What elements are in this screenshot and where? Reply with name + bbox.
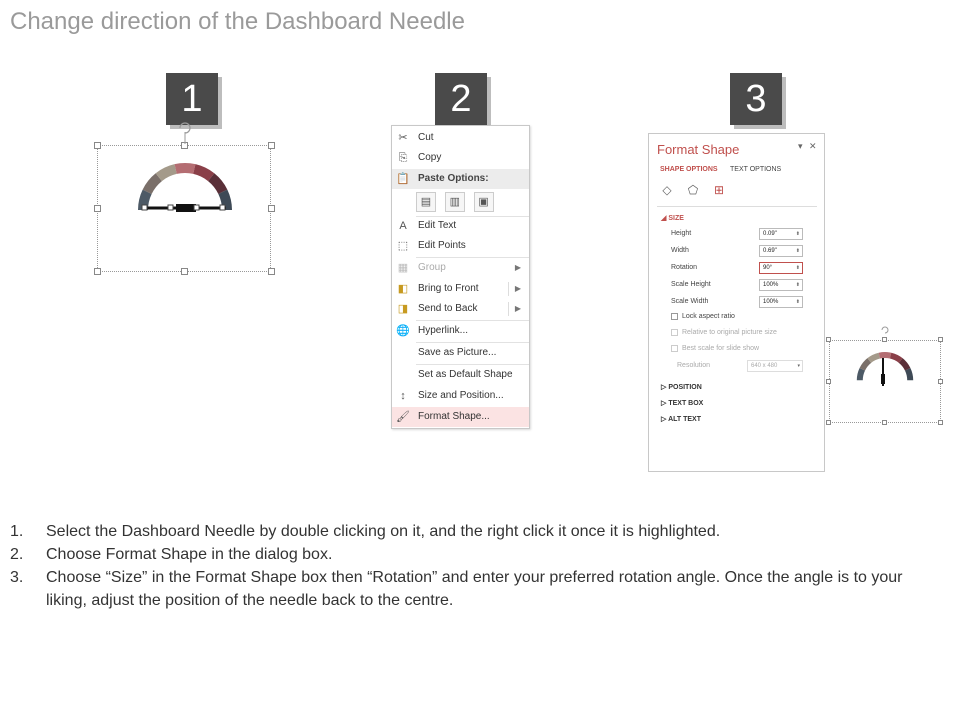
spinner-icon[interactable]: ⬍ — [795, 282, 800, 288]
menu-item-label: Send to Back — [418, 303, 478, 314]
resize-handle[interactable] — [938, 379, 943, 384]
resize-handle[interactable] — [826, 337, 831, 342]
field-value: 100% — [763, 282, 779, 288]
instruction-number: 3. — [10, 569, 24, 586]
instruction-item — [10, 543, 940, 566]
group-icon: ▦ — [397, 262, 409, 274]
resize-handle[interactable] — [938, 420, 943, 425]
paste-keep-format-icon[interactable]: ▥ — [445, 192, 465, 212]
instruction-item — [10, 566, 940, 612]
width-input[interactable] — [759, 245, 803, 257]
field-label: Height — [671, 230, 692, 237]
copy-icon: ⎘ — [398, 152, 408, 164]
page-title: Change direction of the Dashboard Needle — [10, 8, 465, 35]
pane-dropdown-icon[interactable]: ▾ — [798, 141, 803, 151]
menu-item-hyperlink[interactable] — [392, 321, 529, 341]
menu-item-label: Save as Picture... — [418, 347, 497, 358]
scale-width-input[interactable] — [759, 296, 803, 308]
menu-item-label: Hyperlink... — [418, 325, 469, 336]
menu-item-save-as-picture[interactable] — [392, 343, 529, 363]
resize-handle[interactable] — [268, 142, 275, 149]
gauge-segment — [211, 177, 223, 192]
dashboard-needle-rotated[interactable] — [878, 356, 888, 388]
spinner-icon[interactable]: ⬍ — [795, 231, 800, 237]
gauge-segment — [147, 177, 159, 192]
fill-line-icon[interactable]: ◇ — [662, 183, 672, 197]
menu-item-label: Bring to Front — [418, 283, 479, 294]
gauge-segment — [176, 168, 195, 169]
field-label: Scale Height — [671, 281, 711, 288]
checkbox-label: Lock aspect ratio — [682, 313, 735, 320]
step-badge-3: 3 — [730, 73, 782, 125]
field-label: Scale Width — [671, 298, 709, 305]
submenu-arrow-icon[interactable]: ▶ — [514, 284, 521, 293]
pane-title: Format Shape — [657, 142, 740, 157]
context-menu — [391, 125, 530, 429]
menu-item-size-position[interactable] — [392, 386, 529, 406]
menu-item-label: Format Shape... — [418, 411, 490, 422]
resize-handle[interactable] — [882, 420, 887, 425]
chevron-down-icon: ▾ — [797, 363, 800, 369]
effects-icon[interactable]: ⬠ — [687, 183, 699, 197]
menu-item-group[interactable] — [392, 258, 529, 278]
menu-item-label: Set as Default Shape — [418, 369, 513, 380]
edit-text-icon: A — [399, 220, 407, 232]
section-label: TEXT BOX — [668, 400, 704, 407]
menu-item-label: Paste Options: — [418, 173, 489, 184]
dashboard-needle[interactable] — [140, 198, 230, 218]
gauge-segment — [908, 369, 910, 380]
resize-handle[interactable] — [181, 268, 188, 275]
instruction-text: Choose “Size” in the Format Shape box then “Rotation” and enter your preferred rotation angle. Once the angle is to your liking, adjust the position of the needle back to the centre. — [46, 569, 903, 609]
spinner-icon[interactable]: ⬍ — [795, 248, 800, 254]
menu-item-send-to-back[interactable] — [392, 299, 529, 319]
hyperlink-icon: 🌐 — [396, 325, 410, 337]
menu-item-edit-text[interactable] — [392, 216, 529, 236]
spinner-icon[interactable]: ⬍ — [795, 299, 800, 305]
section-alt-text[interactable]: ▷ ALT TEXT — [661, 416, 701, 423]
lock-aspect-checkbox[interactable] — [671, 313, 678, 320]
best-scale-checkbox[interactable] — [671, 345, 678, 352]
gauge-segment — [891, 356, 901, 361]
gauge-segment — [159, 169, 176, 177]
paste-theme-icon[interactable]: ▤ — [416, 192, 436, 212]
checkbox-label: Relative to original picture size — [682, 329, 777, 336]
resize-handle[interactable] — [826, 420, 831, 425]
resolution-select[interactable] — [747, 360, 803, 372]
field-value: 0.09" — [763, 231, 777, 237]
tab-text-options[interactable]: TEXT OPTIONS — [730, 166, 782, 173]
instructions-list — [10, 520, 940, 612]
menu-item-set-default-shape[interactable] — [392, 365, 529, 385]
menu-item-label: Edit Text — [418, 220, 457, 231]
menu-item-label: Size and Position... — [418, 390, 504, 401]
scissors-icon: ✂ — [398, 132, 408, 144]
section-label: POSITION — [668, 384, 702, 391]
send-back-icon: ◨ — [397, 303, 409, 315]
instruction-number: 1. — [10, 523, 24, 540]
size-properties-icon[interactable]: ⊞ — [713, 183, 725, 197]
rotation-input[interactable] — [759, 262, 803, 274]
menu-item-cut[interactable] — [392, 128, 529, 148]
split-divider — [508, 282, 509, 296]
menu-item-label: Copy — [418, 152, 442, 163]
resolution-label: Resolution — [677, 362, 711, 369]
edit-points-icon: ⬚ — [397, 240, 409, 252]
paste-options-header — [392, 169, 529, 189]
instruction-text: Select the Dashboard Needle by double clicking on it, and the right click it once it is highlighted. — [46, 523, 721, 540]
field-value: 100% — [763, 299, 779, 305]
submenu-arrow-icon[interactable]: ▶ — [514, 304, 521, 313]
format-shape-icon: 🖌 — [396, 411, 410, 423]
tab-shape-options[interactable]: SHAPE OPTIONS — [660, 166, 718, 173]
field-label: Rotation — [671, 264, 698, 271]
section-label: ALT TEXT — [668, 416, 701, 423]
submenu-arrow-icon: ▶ — [514, 263, 521, 272]
paste-options-row — [416, 192, 500, 214]
resize-handle[interactable] — [826, 379, 831, 384]
gauge-segment — [901, 360, 908, 369]
rotate-handle-icon[interactable] — [170, 118, 200, 148]
resize-handle[interactable] — [268, 205, 275, 212]
menu-item-copy[interactable] — [392, 148, 529, 168]
step-badge-2: 2 — [435, 73, 487, 125]
section-position[interactable]: ▷ POSITION — [661, 384, 702, 391]
resize-handle[interactable] — [94, 205, 101, 212]
field-value: 640 x 480 — [751, 363, 778, 369]
close-icon[interactable]: ✕ — [809, 141, 817, 151]
menu-item-edit-points[interactable] — [392, 236, 529, 256]
scale-height-input[interactable] — [759, 279, 803, 291]
gauge-segment — [860, 369, 862, 380]
size-position-icon: ↕ — [400, 390, 406, 402]
resize-handle[interactable] — [268, 268, 275, 275]
section-size[interactable]: ◢ SIZE — [661, 215, 684, 222]
menu-item-label: Cut — [418, 132, 434, 143]
field-value: 0.69" — [763, 248, 777, 254]
section-label: SIZE — [668, 215, 684, 222]
instruction-text: Choose Format Shape in the dialog box. — [46, 546, 333, 563]
paste-icon: 📋 — [396, 173, 410, 185]
field-label: Width — [671, 247, 689, 254]
height-input[interactable] — [759, 228, 803, 240]
field-value: 90° — [763, 265, 773, 271]
split-divider — [508, 302, 509, 316]
format-shape-pane — [648, 133, 825, 472]
step-badge-1: 1 — [166, 73, 218, 125]
menu-item-bring-to-front[interactable] — [392, 279, 529, 299]
section-text-box[interactable]: ▷ TEXT BOX — [661, 400, 704, 407]
resize-handle[interactable] — [94, 142, 101, 149]
checkbox-label: Best scale for slide show — [682, 345, 760, 352]
bring-front-icon: ◧ — [397, 283, 409, 295]
instruction-item — [10, 520, 940, 543]
paste-picture-icon[interactable]: ▣ — [474, 192, 494, 212]
resize-handle[interactable] — [938, 337, 943, 342]
rotate-handle-icon[interactable] — [879, 326, 891, 338]
relative-size-checkbox[interactable] — [671, 329, 678, 336]
instruction-number: 2. — [10, 546, 24, 563]
gauge-segment — [862, 360, 869, 369]
menu-item-label: Group — [418, 262, 446, 273]
menu-item-format-shape[interactable] — [392, 407, 529, 427]
resize-handle[interactable] — [94, 268, 101, 275]
menu-item-label: Edit Points — [418, 240, 466, 251]
gauge-segment — [194, 169, 211, 177]
spinner-icon[interactable]: ⬍ — [795, 265, 800, 271]
pane-divider — [657, 206, 817, 207]
